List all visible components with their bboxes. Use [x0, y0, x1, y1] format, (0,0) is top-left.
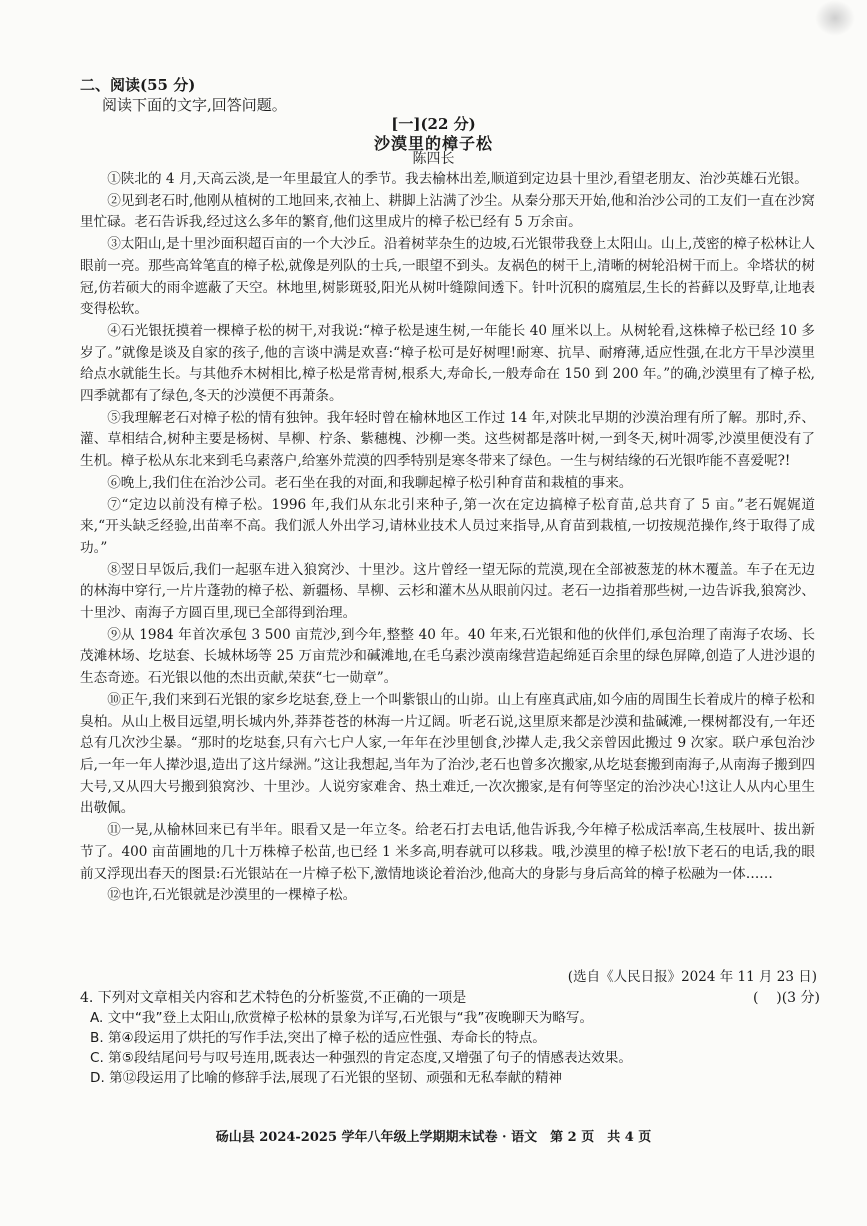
section-title: 二、阅读(55 分) — [80, 76, 196, 94]
option-d[interactable]: D. 第⑫段运用了比喻的修辞手法,展现了石光银的坚韧、顽强和无私奉献的精神 — [90, 1070, 563, 1086]
scan-smudge — [815, 0, 855, 36]
option-b[interactable]: B. 第④段运用了烘托的写作手法,突出了樟子松的适应性强、寿命长的特点。 — [90, 1030, 546, 1046]
paragraph-8: ⑧翌日早饭后,我们一起驱车进入狼窝沙、十里沙。这片曾经一望无际的荒漠,现在全部被葱茏的林木覆盖。车子在无边的林海中穿行,一片片蓬勃的樟子松、新疆杨、旱柳、云杉和灌木丛从眼前闪过。老石一边指着那些树,一边告诉我,狼窝沙、十里沙、南海子方圆百里,现已全部得到治理。 — [80, 561, 815, 622]
question-4 — [80, 988, 820, 1088]
article-author: 陈四长 — [412, 151, 455, 167]
article-source: (选自《人民日报》2024 年 11 月 23 日) — [567, 969, 817, 985]
paragraph-7: ⑦“定边以前没有樟子松。1996 年,我们从东北引来种子,第一次在定边搞樟子松育苗,总共育了 5 亩。”老石娓娓道来,“开头缺乏经验,出苗率不高。我们派人外出学习,请林业技术人员过来指导,从育苗到栽植,一切按规范操作,终于取得了成功。” — [80, 496, 815, 556]
paragraph-6: ⑥晚上,我们住在治沙公司。老石坐在我的对面,和我聊起樟子松引种育苗和栽植的事来。 — [107, 474, 633, 491]
paragraph-5: ⑤我理解老石对樟子松的情有独钟。我年轻时曾在榆林地区工作过 14 年,对陕北早期的沙漠治理有所了解。那时,乔、灌、草相结合,树种主要是杨树、旱柳、柠条、紫穗槐、沙柳一类。这些树都是落叶树,一到冬天,树叶凋零,沙漠里便没有了生机。樟子松从东北来到毛乌素落户,给塞外荒漠的四季特别是寒冬带来了绿色。一生与树结缘的石光银咋能不喜爱呢?! — [80, 409, 815, 470]
paragraph-11: ⑪一晃,从榆林回来已有半年。眼看又是一年立冬。给老石打去电话,他告诉我,今年樟子松成活率高,生枝展叶、拔出新节了。400 亩苗圃地的几十万株樟子松苗,也已经 1 米多高,明春就可以移栽。哦,沙漠里的樟子松!放下老石的电话,我的眼前又浮现出春天的图景:石光银站在一片樟子松下,激情地谈论着治沙,他高大的身影与身后高耸的樟子松融为一体…… — [80, 822, 815, 882]
article-title: 沙漠里的樟子松 — [373, 134, 493, 153]
section-instruction: 阅读下面的文字,回答问题。 — [102, 96, 287, 114]
page-footer: 砀山县 2024-2025 学年八年级上学期期末试卷 · 语文 第 2 页 共 4 页 — [215, 1130, 652, 1145]
article-body — [80, 169, 815, 907]
paragraph-10: ⑩正午,我们来到石光银的家乡圪垯套,登上一个叫紫银山的山峁。山上有座真武庙,如今庙的周围生长着成片的樟子松和臭柏。从山上极目远望,明长城内外,莽莽苍苍的林海一片辽阔。听老石说,这里原来都是沙漠和盐碱滩,一棵树都没有,一年还总有几次沙尘暴。“那时的圪垯套,只有六七户人家,一年年在沙里刨食,沙撵人走,我父亲曾因此搬过 9 次家。联户承包治沙后,一年一年人撵沙退,造出了这片绿洲。”这让我想起,当年为了治沙,老石也曾多次搬家,从圪垯套搬到南海子,从南海子搬到四大号,又从四大号搬到狼窝沙、十里沙。人说穷家难舍、热土难迁,一次次搬家,是有何等坚定的治沙决心!这让人从内心里生出敬佩。 — [80, 691, 815, 817]
question-stem-row — [80, 988, 820, 1008]
paragraph-12: ⑫也许,石光银就是沙漠里的一棵樟子松。 — [107, 887, 357, 904]
paragraph-4: ④石光银抚摸着一棵樟子松的树干,对我说:“樟子松是速生树,一年能长 40 厘米以上。从树轮看,这株樟子松已经 10 多岁了。”就像是谈及自家的孩子,他的言谈中满是欢喜:“樟子松可是好树哩!耐寒、抗旱、耐瘠薄,适应性强,在北方干旱沙漠里给点水就能生长。与其他乔木树相比,樟子松是常青树,根系大,寿命长,一般寿命在 150 到 200 年。”的确,沙漠里有了樟子松,四季就都有了绿色,冬天的沙漠便不再萧条。 — [80, 322, 815, 405]
option-a[interactable]: A. 文中“我”登上太阳山,欣赏樟子松林的景象为详写,石光银与“我”夜晚聊天为略写。 — [90, 1010, 594, 1026]
option-c[interactable]: C. 第⑤段结尾问号与叹号连用,既表达一种强烈的肯定态度,又增强了句子的情感表达效果。 — [90, 1050, 632, 1066]
part-label: [一](22 分) — [391, 115, 476, 133]
answer-blank[interactable]: ( )(3 分) — [752, 990, 820, 1006]
question-stem: 4. 下列对文章相关内容和艺术特色的分析鉴赏,不正确的一项是 — [80, 990, 467, 1006]
paragraph-1: ①陕北的 4 月,天高云淡,是一年里最宜人的季节。我去榆林出差,顺道到定边县十里沙,看望老朋友、治沙英雄石光银。 — [107, 171, 808, 187]
paragraph-9: ⑨从 1984 年首次承包 3 500 亩荒沙,到今年,整整 40 年。40 年来,石光银和他的伙伴们,承包治理了南海子农场、长茂滩林场、圪垯套、长城林场等 25 万亩荒沙和碱滩地,在毛乌素沙漠南缘营造起绵延百余里的绿色屏障,创造了人进沙退的生态奇迹。石光银以他的杰出贡献,荣获“七一勋章”。 — [80, 626, 815, 687]
paragraph-2: ②见到老石时,他刚从植树的工地回来,衣袖上、耕脚上沾满了沙尘。从秦分那天开始,他和治沙公司的工友们一直在沙窝里忙碌。老石告诉我,经过这么多年的繁育,他们这里成片的樟子松已经有 5 万余亩。 — [80, 192, 815, 231]
paragraph-3: ③太阳山,是十里沙面积超百亩的一个大沙丘。沿着树苹杂生的边坡,石光银带我登上太阳山。山上,茂密的樟子松林让人眼前一亮。那些高耸笔直的樟子松,就像是列队的士兵,一眼望不到头。友祸色的树干上,清晰的树轮沿树干而上。伞塔状的树冠,仿若硕大的雨伞遮蔽了天空。林地里,树影斑驳,阳光从树叶缝隙间透下。针叶沉积的腐殖层,生长的苔藓以及野草,让地表变得松软。 — [80, 236, 815, 318]
